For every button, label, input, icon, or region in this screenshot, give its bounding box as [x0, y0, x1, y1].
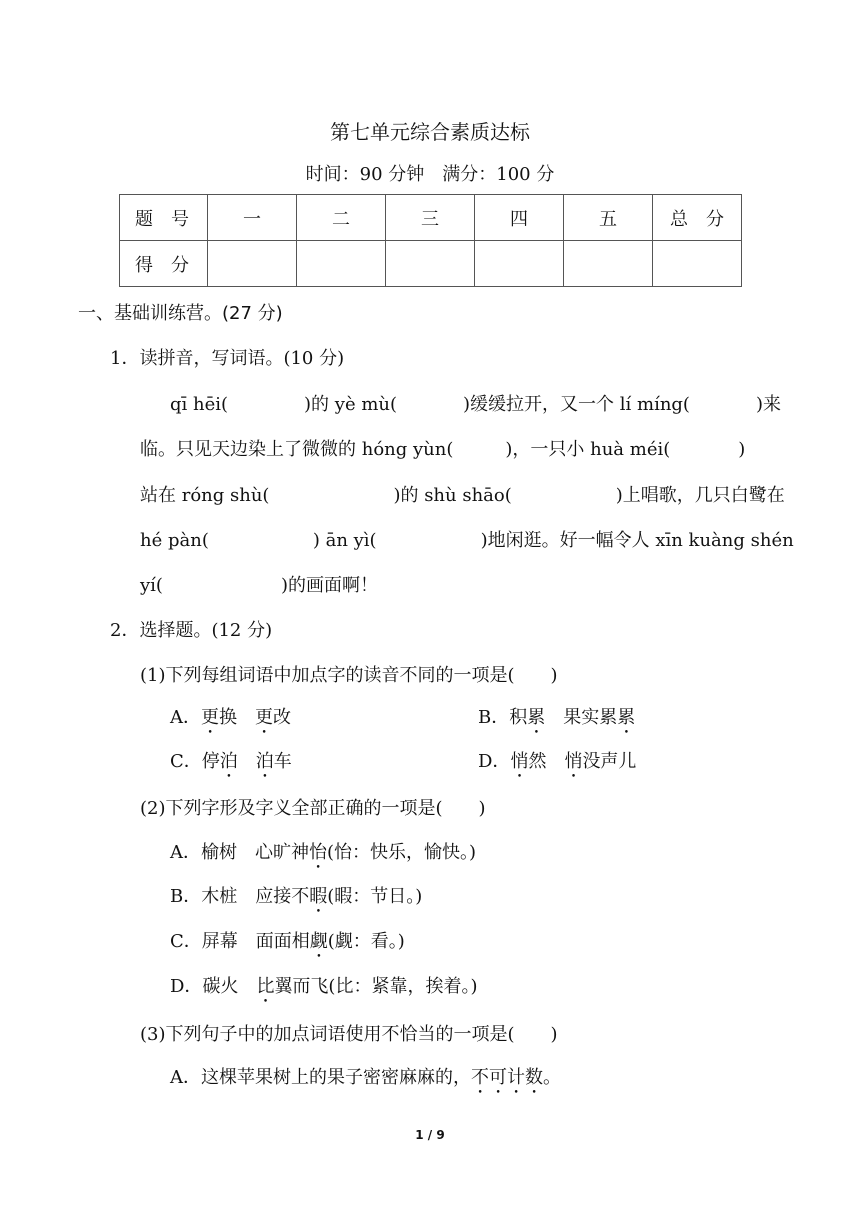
option-1b[interactable]: B．积累 果实累累: [478, 707, 636, 728]
score-blank-cell[interactable]: [564, 241, 653, 287]
sub-question-2: (2)下列字形及字义全部正确的一项是( ): [140, 798, 486, 819]
page-title: 第七单元综合素质达标: [330, 120, 530, 144]
score-table: [119, 194, 742, 287]
score-row-label: 得 分: [120, 241, 208, 287]
score-cell: 四: [475, 195, 564, 241]
score-blank-cell[interactable]: [208, 241, 297, 287]
option-2a[interactable]: A．榆树 心旷神怡(怡：快乐，愉快。): [170, 842, 477, 863]
option-2c[interactable]: C．屏幕 面面相觑(觑：看。): [170, 931, 405, 952]
pinyin-line-4: hé pàn( ) ān yì( )地闲逛。好一幅令人 xīn kuàng shén: [140, 530, 794, 551]
option-2b[interactable]: B．木桩 应接不暇(暇：节日。): [170, 886, 423, 907]
score-cell: 三: [386, 195, 475, 241]
option-1a[interactable]: A．更换 更改: [170, 707, 291, 728]
exam-info: 时间：90 分钟 满分：100 分: [305, 164, 555, 185]
score-table-score-row: [120, 241, 742, 287]
score-blank-cell[interactable]: [475, 241, 564, 287]
score-cell: 二: [297, 195, 386, 241]
pinyin-line-5: yí( )的画面啊！: [140, 575, 378, 596]
pinyin-line-2: 临。只见天边染上了微微的 hóng yùn( )，一只小 huà méi( ): [140, 439, 746, 460]
sub-question-1: (1)下列每组词语中加点字的读音不同的一项是( ): [140, 665, 558, 686]
pinyin-line-3: 站在 róng shù( )的 shù shāo( )上唱歌，几只白鹭在: [140, 485, 785, 506]
score-blank-cell[interactable]: [653, 241, 742, 287]
score-cell: 题 号: [120, 195, 208, 241]
score-cell: 总 分: [653, 195, 742, 241]
question-2-label: 2．选择题。(12 分): [110, 620, 273, 641]
option-3a[interactable]: A．这棵苹果树上的果子密密麻麻的，不可计数。: [170, 1067, 561, 1088]
pinyin-line-1: qī hēi( )的 yè mù( )缓缓拉开，又一个 lí míng( )来: [170, 394, 781, 415]
option-1c[interactable]: C．停泊 泊车: [170, 751, 292, 772]
page-number: 1 / 9: [415, 1128, 445, 1142]
score-blank-cell[interactable]: [386, 241, 475, 287]
sub-question-3: (3)下列句子中的加点词语使用不恰当的一项是( ): [140, 1024, 558, 1045]
score-cell: 五: [564, 195, 653, 241]
score-table-header-row: [120, 195, 742, 241]
score-cell: 一: [208, 195, 297, 241]
score-blank-cell[interactable]: [297, 241, 386, 287]
option-2d[interactable]: D．碳火 比翼而飞(比：紧靠，挨着。): [170, 976, 478, 997]
section-heading: 一、基础训练营。(27 分): [78, 303, 283, 324]
question-1-label: 1．读拼音，写词语。(10 分): [110, 348, 345, 369]
option-1d[interactable]: D．悄然 悄没声儿: [478, 751, 637, 772]
